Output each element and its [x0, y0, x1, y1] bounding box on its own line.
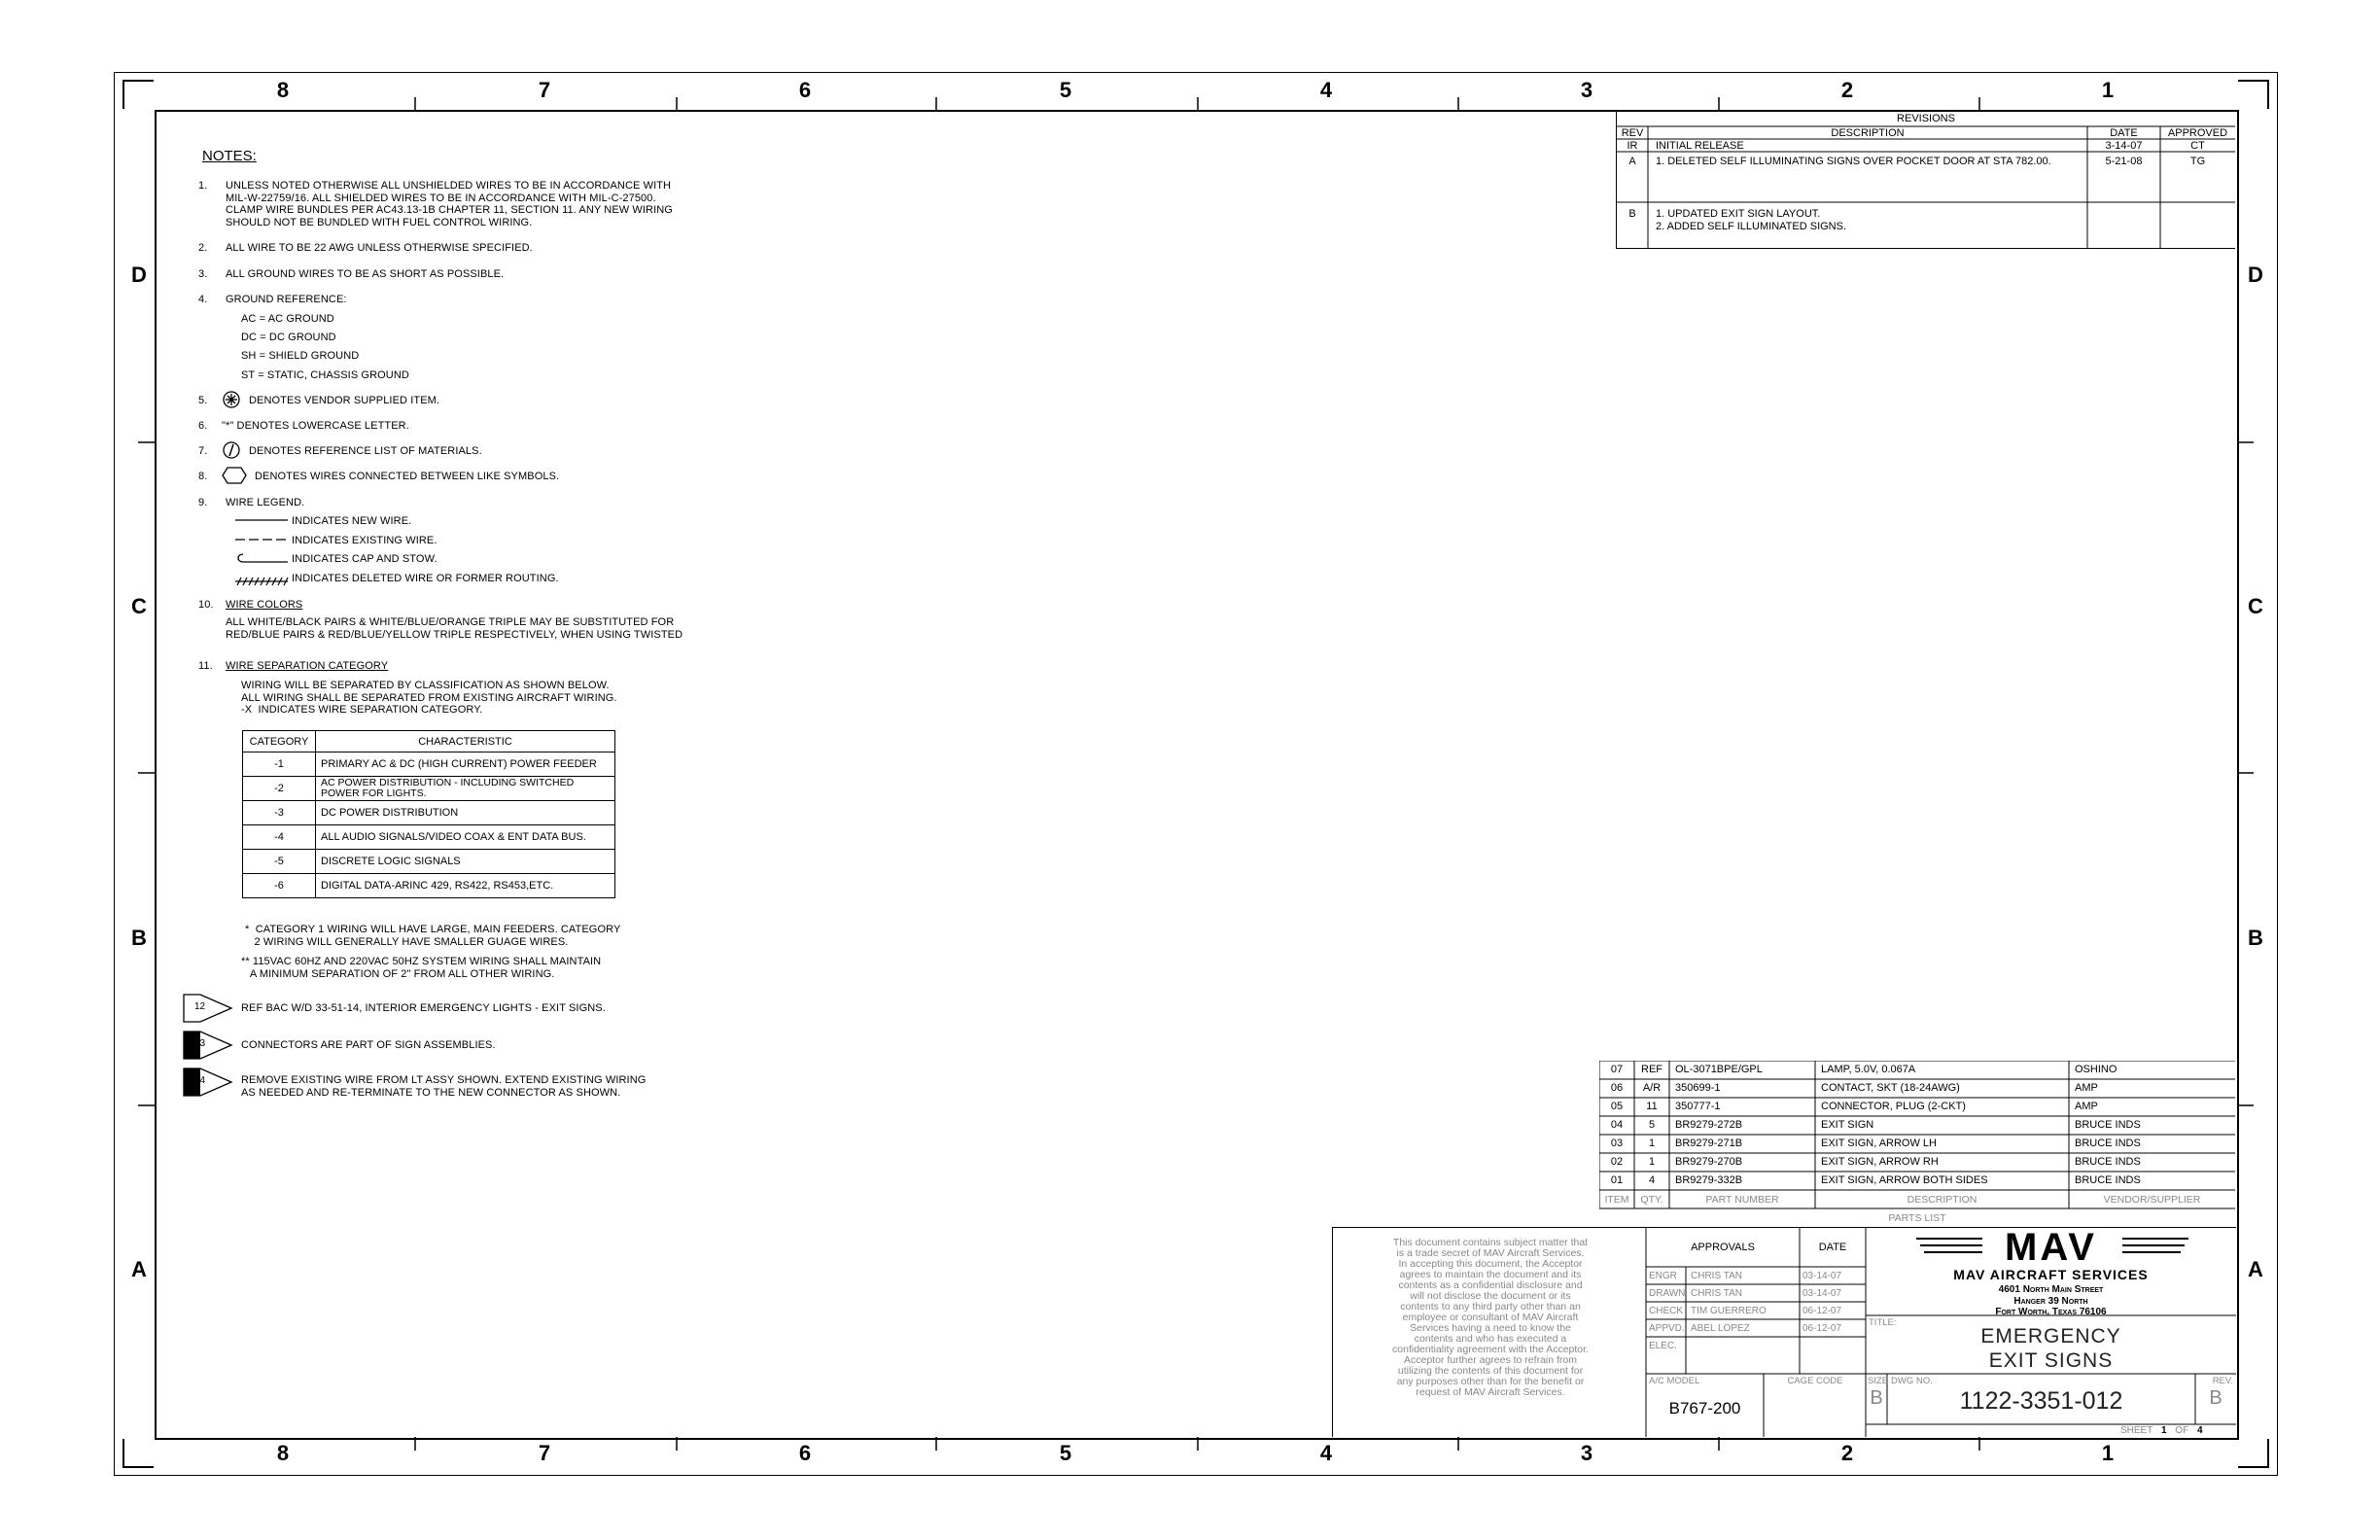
flag-number: 13 [194, 1038, 206, 1049]
parts-list-cell: 06 [1610, 1082, 1624, 1094]
characteristic-cell: DIGITAL DATA-ARINC 429, RS422, RS453,ETC. [316, 874, 615, 898]
note-number: 9. [198, 497, 208, 508]
category-cell: -2 [243, 777, 316, 801]
drawing-rev: B [2209, 1387, 2222, 1409]
wire-legend-item: INDICATES DELETED WIRE OR FORMER ROUTING. [292, 573, 559, 584]
parts-list-cell: 1 [1648, 1156, 1656, 1168]
parts-list-cell: 4 [1648, 1174, 1656, 1186]
note-number: 1. [198, 180, 208, 192]
characteristic-cell: DISCRETE LOGIC SIGNALS [316, 850, 615, 874]
parts-header: QTY. [1640, 1194, 1663, 1206]
wire-colors-text: ALL WHITE/BLACK PAIRS & WHITE/BLUE/ORANGE TRIPLE MAY BE SUBSTITUTED FOR RED/BLUE PAIRS & RED/BLUE/YELLOW TRIPLE RESPECTIVELY, WHEN USING TWISTED [226, 616, 683, 641]
parts-list-cell: EXIT SIGN, ARROW RH [1821, 1156, 1939, 1168]
characteristic-cell: AC POWER DISTRIBUTION - INCLUDING SWITCHED POWER FOR LIGHTS. [316, 777, 615, 801]
parts-header: ITEM [1604, 1194, 1629, 1206]
parts-header: DESCRIPTION [1907, 1194, 1978, 1206]
note-text: ALL WIRE TO BE 22 AWG UNLESS OTHERWISE SPECIFIED. [226, 242, 533, 254]
dwg-no-label: DWG NO. [1891, 1376, 1933, 1386]
parts-list-cell: 350699-1 [1675, 1082, 1721, 1094]
flag-text: REMOVE EXISTING WIRE FROM LT ASSY SHOWN. EXTEND EXISTING WIRING AS NEEDED AND RE-TERMINATE TO THE NEW CONNECTOR AS SHOWN. [241, 1074, 647, 1099]
parts-list-cell: OL-3071BPE/GPL [1675, 1064, 1763, 1075]
size-label: SIZE [1868, 1376, 1889, 1386]
revision-approved: CT [2190, 140, 2205, 152]
approval-name: ABEL LOPEZ [1691, 1323, 1750, 1334]
ground-ref: AC = AC GROUND [241, 313, 334, 325]
revision-description: 1. UPDATED EXIT SIGN LAYOUT. 2. ADDED SELF ILLUMINATED SIGNS. [1656, 208, 1847, 232]
category-table [242, 730, 615, 898]
characteristic-cell: PRIMARY AC & DC (HIGH CURRENT) POWER FEEDER [316, 752, 615, 777]
rev-label: REV. [2212, 1376, 2233, 1386]
parts-list-cell: 04 [1610, 1119, 1624, 1131]
zone-col-label: 6 [798, 78, 812, 102]
zone-col-label: 5 [1059, 1441, 1072, 1465]
confidentiality-notice: This document contains subject matter that is a trade secret of MAV Aircraft Services. In accepting this document, the Acceptor agrees to maintain the document and its contents as a confidential disclosure and will not disclose the document or its contents to any third party other than an employee or consultant of MAV Aircraft Services having a need to know the contents and who has executed a confidentiality agreement with the Acceptor. Acceptor further agrees to refrain from utilizing the contents of this document for any purposes other than for the benefit or request of MAV Aircraft Services. [1392, 1237, 1589, 1398]
zone-col-label: 4 [1319, 78, 1333, 102]
note-text: WIRE SEPARATION CATEGORY [226, 660, 389, 672]
of-label: OF [2175, 1425, 2189, 1436]
zone-row-label: A [2248, 1257, 2263, 1281]
ground-ref: SH = SHIELD GROUND [241, 350, 360, 362]
date-header: DATE [2110, 127, 2138, 139]
approval-role: APPVD. [1649, 1323, 1685, 1334]
note-text: WIRE LEGEND. [226, 497, 305, 508]
approved-header: APPROVED [2167, 127, 2228, 139]
zone-col-label: 7 [538, 78, 551, 102]
revision-rev: IR [1627, 140, 1638, 152]
parts-list-cell: BR9279-271B [1675, 1138, 1743, 1149]
zone-col-label: 1 [2101, 78, 2115, 102]
zone-row-label: B [131, 926, 147, 950]
parts-list-cell: BRUCE INDS [2075, 1156, 2141, 1168]
footnote: ** 115VAC 60HZ AND 220VAC 50HZ SYSTEM WIRING SHALL MAINTAIN A MINIMUM SEPARATION OF 2" FROM ALL OTHER WIRING. [241, 956, 602, 980]
approval-role: DRAWN [1649, 1288, 1686, 1299]
company-address: Fort Worth, Texas 76106 [1995, 1307, 2107, 1317]
note-text: GROUND REFERENCE: [226, 294, 347, 305]
revision-description: 1. DELETED SELF ILLUMINATING SIGNS OVER POCKET DOOR AT STA 782.00. [1656, 156, 2051, 167]
company-address: Hanger 39 North [2013, 1296, 2088, 1307]
company-address: 4601 North Main Street [1998, 1284, 2104, 1295]
characteristic-header: CHARACTERISTIC [316, 731, 615, 752]
flag-note-icon [183, 1068, 233, 1097]
sheet-total: 4 [2196, 1425, 2203, 1436]
drawing-title: EXIT SIGNS [1988, 1349, 2114, 1372]
parts-list-title: PARTS LIST [1888, 1212, 1946, 1224]
note-number: 3. [198, 268, 208, 280]
revision-date: 5-21-08 [2105, 156, 2143, 167]
parts-list-cell: OSHINO [2075, 1064, 2118, 1075]
note-text: DENOTES VENDOR SUPPLIED ITEM. [249, 395, 440, 406]
parts-list-cell: 5 [1648, 1119, 1656, 1131]
reference-list-icon [222, 440, 241, 460]
flag-text: CONNECTORS ARE PART OF SIGN ASSEMBLIES. [241, 1039, 496, 1051]
approval-role: CHECK [1649, 1306, 1684, 1316]
approval-role: ENGR [1649, 1271, 1677, 1281]
flag-number: 12 [194, 1001, 206, 1012]
approval-name: CHRIS TAN [1691, 1288, 1742, 1299]
approval-date: 03-14-07 [1802, 1271, 1842, 1281]
notes-heading: NOTES: [202, 148, 257, 164]
ground-ref: DC = DC GROUND [241, 332, 336, 343]
parts-list-cell: REF [1641, 1064, 1662, 1075]
parts-list-cell: 05 [1610, 1101, 1624, 1112]
zone-col-label: 1 [2101, 1441, 2115, 1465]
zone-col-label: 6 [798, 1441, 812, 1465]
note-text: "*" DENOTES LOWERCASE LETTER. [222, 420, 409, 432]
zone-col-label: 7 [538, 1441, 551, 1465]
category-cell: -6 [243, 874, 316, 898]
parts-list-cell: 07 [1610, 1064, 1624, 1075]
zone-row-label: C [131, 594, 147, 618]
category-cell: -5 [243, 850, 316, 874]
wire-legend-item: INDICATES NEW WIRE. [292, 515, 412, 527]
revision-rev: B [1628, 208, 1636, 220]
zone-row-label: D [2248, 262, 2263, 287]
parts-list-cell: 02 [1610, 1156, 1624, 1168]
note-text: DENOTES REFERENCE LIST OF MATERIALS. [249, 445, 482, 457]
zone-row-label: D [131, 262, 147, 287]
zone-col-label: 8 [276, 1441, 290, 1465]
zone-col-label: 8 [276, 78, 290, 102]
zone-col-label: 2 [1840, 78, 1854, 102]
category-cell: -4 [243, 825, 316, 850]
company-name: MAV AIRCRAFT SERVICES [1953, 1267, 2149, 1282]
parts-list-cell: BR9279-272B [1675, 1119, 1743, 1131]
footnote: * CATEGORY 1 WIRING WILL HAVE LARGE, MAIN FEEDERS. CATEGORY 2 WIRING WILL GENERALLY HAVE SMALLER GUAGE WIRES. [245, 924, 621, 948]
description-header: DESCRIPTION [1831, 127, 1905, 139]
parts-list-cell: 01 [1610, 1174, 1624, 1186]
date-label: DATE [1818, 1242, 1847, 1253]
revision-date: 3-14-07 [2105, 140, 2143, 152]
parts-list-cell: EXIT SIGN, ARROW BOTH SIDES [1821, 1174, 1988, 1186]
flag-note-icon [183, 994, 233, 1023]
revision-description: INITIAL RELEASE [1656, 140, 1744, 152]
wire-legend-symbols [233, 511, 292, 589]
parts-header: PART NUMBER [1705, 1194, 1779, 1206]
approval-role: ELEC. [1649, 1341, 1677, 1351]
parts-list-cell: AMP [2075, 1101, 2098, 1112]
parts-list-cell: BR9279-332B [1675, 1174, 1743, 1186]
parts-list-cell: CONTACT, SKT (18-24AWG) [1821, 1082, 1960, 1094]
ground-ref: ST = STATIC, CHASSIS GROUND [241, 369, 409, 381]
title-label: TITLE: [1869, 1317, 1897, 1328]
parts-list-cell: EXIT SIGN, ARROW LH [1821, 1138, 1937, 1149]
parts-list-cell: 03 [1610, 1138, 1624, 1149]
parts-list-cell: LAMP, 5.0V, 0.067A [1821, 1064, 1916, 1075]
revision-approved: TG [2189, 156, 2206, 167]
parts-list-cell: EXIT SIGN [1821, 1119, 1874, 1131]
title-block [1332, 1227, 2236, 1437]
category-cell: -3 [243, 801, 316, 825]
sheet-label: SHEET [2120, 1425, 2153, 1436]
approval-name: CHRIS TAN [1691, 1271, 1742, 1281]
flag-number: 14 [194, 1075, 206, 1086]
note-number: 11. [198, 660, 213, 672]
parts-list-cell: BRUCE INDS [2075, 1174, 2141, 1186]
separation-text: WIRING WILL BE SEPARATED BY CLASSIFICATION AS SHOWN BELOW. ALL WIRING SHALL BE SEPARATED FROM EXISTING AIRCRAFT WIRING. -X INDICATES WIRE SEPARATION CATEGORY. [241, 680, 617, 716]
revision-rev: A [1628, 156, 1636, 167]
note-number: 5. [198, 395, 208, 406]
ac-model: B767-200 [1668, 1399, 1741, 1418]
characteristic-cell: DC POWER DISTRIBUTION [316, 801, 615, 825]
approvals-label: APPROVALS [1691, 1242, 1755, 1253]
drawing-title: EMERGENCY [1980, 1325, 2121, 1348]
characteristic-cell: ALL AUDIO SIGNALS/VIDEO COAX & ENT DATA BUS. [316, 825, 615, 850]
flag-text: REF BAC W/D 33-51-14, INTERIOR EMERGENCY LIGHTS - EXIT SIGNS. [241, 1002, 606, 1014]
revisions-title: REVISIONS [1897, 113, 1955, 124]
note-text: UNLESS NOTED OTHERWISE ALL UNSHIELDED WIRES TO BE IN ACCORDANCE WITH MIL-W-22759/16. ALL SHIELDED WIRES TO BE IN ACCORDANCE WITH MIL-C-27500. CLAMP WIRE BUNDLES PER AC43.13-1B CHAPTER 11, SECTION 11. ANY NEW WIRING SHOULD NOT BE BUNDLED WITH FUEL CONTROL WIRING. [226, 180, 673, 228]
note-text: ALL GROUND WIRES TO BE AS SHORT AS POSSIBLE. [226, 268, 505, 280]
note-text: WIRE COLORS [226, 599, 303, 611]
parts-list-cell: BR9279-270B [1675, 1156, 1743, 1168]
zone-row-label: B [2248, 926, 2263, 950]
parts-list-cell: BRUCE INDS [2075, 1138, 2141, 1149]
revisions-block [1616, 110, 2235, 249]
drawing-number: 1122-3351-012 [1959, 1387, 2123, 1415]
rev-header: REV [1621, 127, 1644, 139]
ac-model-label: A/C MODEL [1649, 1376, 1700, 1386]
cage-code-label: CAGE CODE [1787, 1376, 1843, 1386]
parts-list-cell: BRUCE INDS [2075, 1119, 2141, 1131]
note-number: 10. [198, 599, 214, 611]
flag-note-icon [183, 1031, 233, 1060]
parts-list-cell: 11 [1646, 1101, 1658, 1112]
approval-date: 06-12-07 [1802, 1306, 1842, 1316]
note-number: 6. [198, 420, 208, 432]
hexagon-icon [222, 467, 247, 484]
drawing-size: B [1870, 1387, 1883, 1409]
zone-col-label: 5 [1059, 78, 1072, 102]
company-logo-text: MAV [2005, 1226, 2097, 1269]
note-number: 4. [198, 294, 208, 305]
zone-row-label: C [2248, 594, 2263, 618]
approval-date: 03-14-07 [1802, 1288, 1842, 1299]
note-number: 2. [198, 242, 208, 254]
category-header: CATEGORY [243, 731, 316, 752]
approval-date: 06-12-07 [1802, 1323, 1842, 1334]
wire-legend-item: INDICATES EXISTING WIRE. [292, 535, 438, 546]
zone-col-label: 3 [1580, 1441, 1593, 1465]
parts-list-cell: 1 [1648, 1138, 1656, 1149]
note-number: 7. [198, 445, 208, 457]
category-cell: -1 [243, 752, 316, 777]
note-text: DENOTES WIRES CONNECTED BETWEEN LIKE SYMBOLS. [255, 471, 560, 482]
zone-col-label: 3 [1580, 78, 1593, 102]
zone-col-label: 2 [1840, 1441, 1854, 1465]
approval-name: TIM GUERRERO [1691, 1306, 1767, 1316]
note-number: 8. [198, 471, 208, 482]
parts-list-cell: 350777-1 [1675, 1101, 1721, 1112]
wire-legend-item: INDICATES CAP AND STOW. [292, 553, 438, 565]
vendor-supplied-icon [222, 390, 241, 409]
zone-col-label: 4 [1319, 1441, 1333, 1465]
parts-list-cell: CONNECTOR, PLUG (2-CKT) [1821, 1101, 1966, 1112]
sheet-indicator [2120, 1425, 2203, 1436]
sheet-number: 1 [2160, 1425, 2167, 1436]
parts-header: VENDOR/SUPPLIER [2103, 1194, 2201, 1206]
parts-list-cell: AMP [2075, 1082, 2098, 1094]
parts-list-cell: A/R [1642, 1082, 1662, 1094]
zone-row-label: A [131, 1257, 147, 1281]
